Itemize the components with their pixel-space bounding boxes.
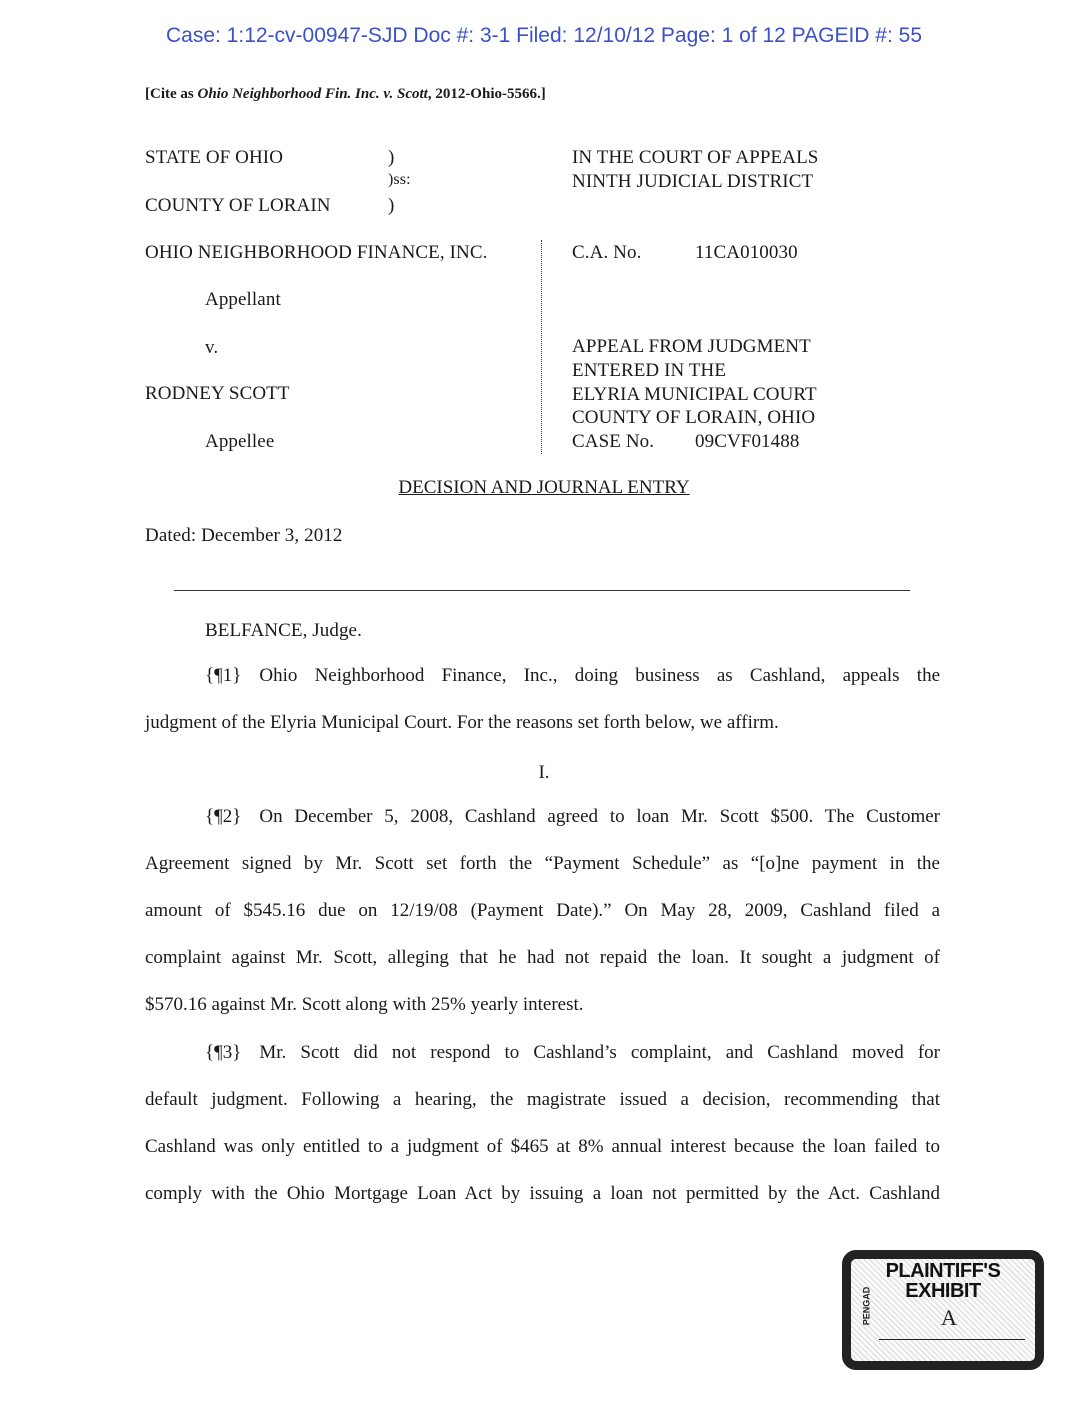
appellee-role: Appellee: [205, 431, 275, 452]
paragraph-line: complaint against Mr. Scott, alleging that he had not repaid the loan. It sought a judgment of: [145, 947, 940, 968]
court-name-line1: IN THE COURT OF APPEALS: [572, 147, 819, 168]
versus: v.: [205, 337, 219, 358]
ca-no-label: C.A. No.: [572, 242, 642, 263]
judge-name: BELFANCE, Judge.: [205, 620, 362, 641]
paragraph-1: [145, 652, 940, 746]
appellant-name: OHIO NEIGHBORHOOD FINANCE, INC.: [145, 242, 488, 263]
paragraph-line: [145, 793, 940, 840]
caption-paren-bottom: ): [388, 195, 395, 216]
paragraph-marker: {¶1}: [205, 665, 242, 686]
exhibit-title-line2: EXHIBIT: [905, 1280, 981, 1302]
appeal-line-1: APPEAL FROM JUDGMENT: [572, 336, 811, 357]
case-filing-header: Case: 1:12-cv-00947-SJD Doc #: 3-1 Filed: 12/10/12 Page: 1 of 12 PAGEID #: 55: [165, 24, 923, 47]
paragraph-line: Cashland was only entitled to a judgment of $465 at 8% annual interest because the loan failed to: [145, 1136, 940, 1157]
paragraph-line: [145, 1029, 940, 1076]
paragraph-marker: {¶3}: [205, 1042, 242, 1063]
paragraph-line: comply with the Ohio Mortgage Loan Act by issuing a loan not permitted by the Act. Cashland: [145, 1183, 940, 1204]
paragraph-line: Agreement signed by Mr. Scott set forth the “Payment Schedule” as “[o]ne payment in the: [145, 853, 940, 874]
caption-paren-ss: )ss:: [388, 171, 411, 188]
citation-prefix: [Cite as: [145, 86, 198, 102]
exhibit-sticker: [842, 1250, 1044, 1370]
paragraph-text: Ohio Neighborhood Finance, Inc., doing business as Cashland, appeals the: [259, 665, 940, 686]
section-heading: I.: [538, 762, 550, 783]
exhibit-vendor-mark: PENGAD: [861, 1286, 872, 1326]
paragraph-marker: {¶2}: [205, 806, 242, 827]
exhibit-signature-line: [879, 1339, 1025, 1340]
appeal-line-4: COUNTY OF LORAIN, OHIO: [572, 407, 816, 428]
ca-no-value: 11CA010030: [695, 242, 798, 263]
appellant-role: Appellant: [205, 289, 281, 310]
paragraph-line: judgment of the Elyria Municipal Court. For the reasons set forth below, we affirm.: [145, 712, 779, 733]
paragraph-2: [145, 793, 940, 1028]
horizontal-rule: [174, 590, 910, 591]
paragraph-text: Mr. Scott did not respond to Cashland’s complaint, and Cashland moved for: [259, 1042, 940, 1063]
paragraph-line: default judgment. Following a hearing, the magistrate issued a decision, recommending that: [145, 1089, 940, 1110]
caption-state: STATE OF OHIO: [145, 147, 284, 168]
case-no-value: 09CVF01488: [695, 431, 800, 452]
citation-case-name: Ohio Neighborhood Fin. Inc. v. Scott: [197, 86, 428, 102]
caption-divider: [541, 240, 542, 454]
appeal-line-2: ENTERED IN THE: [572, 360, 727, 381]
paragraph-3: [145, 1029, 940, 1217]
paragraph-line: amount of $545.16 due on 12/19/08 (Payment Date).” On May 28, 2009, Cashland filed a: [145, 900, 940, 921]
exhibit-title-line1: PLAINTIFF'S: [885, 1260, 1001, 1282]
appellee-name: RODNEY SCOTT: [145, 383, 290, 404]
appeal-line-3: ELYRIA MUNICIPAL COURT: [572, 384, 817, 405]
caption-paren-top: ): [388, 147, 395, 168]
citation-suffix: , 2012-Ohio-5566.]: [427, 86, 546, 102]
exhibit-title: [851, 1261, 1035, 1301]
case-no-label: CASE No.: [572, 431, 655, 452]
caption-county: COUNTY OF LORAIN: [145, 195, 331, 216]
citation: [145, 86, 546, 103]
document-title: DECISION AND JOURNAL ENTRY: [398, 477, 690, 498]
paragraph-line: $570.16 against Mr. Scott along with 25% yearly interest.: [145, 994, 584, 1015]
dated-line: Dated: December 3, 2012: [145, 525, 343, 546]
paragraph-text: On December 5, 2008, Cashland agreed to loan Mr. Scott $500. The Customer: [259, 806, 940, 827]
court-name-line2: NINTH JUDICIAL DISTRICT: [572, 171, 814, 192]
paragraph-line: [145, 652, 940, 699]
exhibit-letter: A: [941, 1305, 957, 1330]
